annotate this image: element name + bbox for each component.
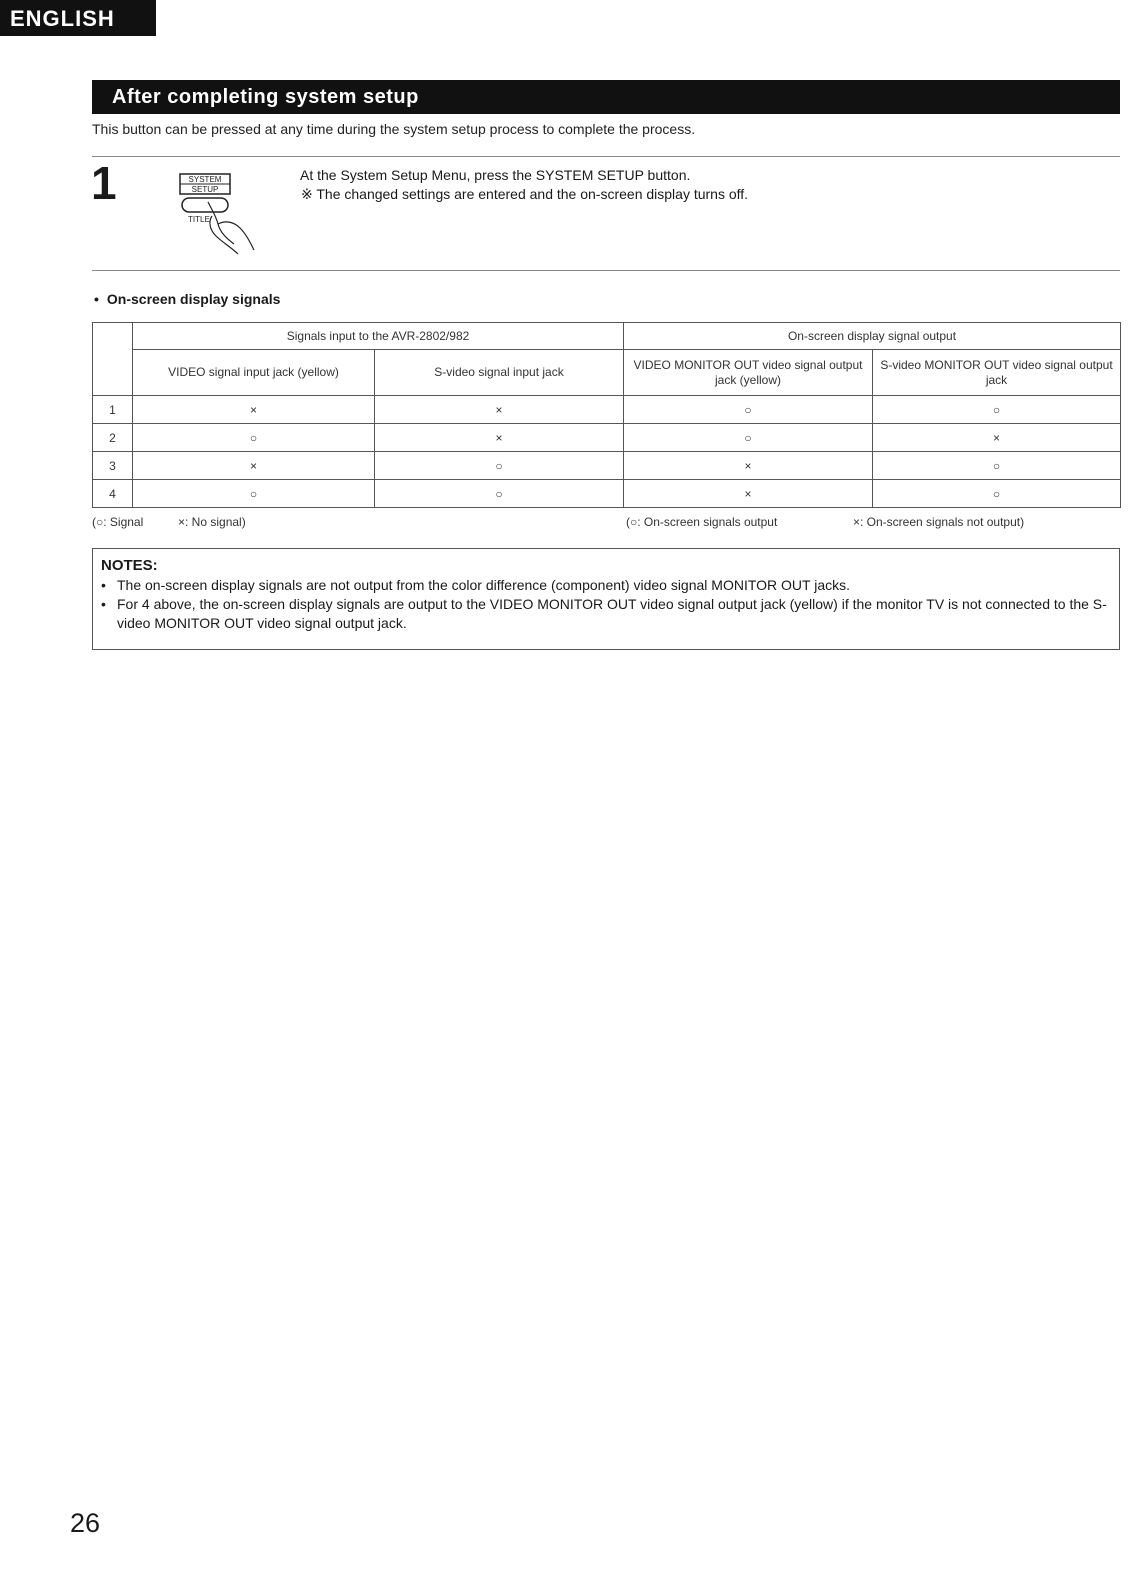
hand-pressing-icon	[208, 202, 254, 254]
step-instruction-text: At the System Setup Menu, press the SYSTEM SETUP button.	[300, 167, 691, 183]
row-number: 4	[93, 480, 133, 508]
row-number: 2	[93, 424, 133, 452]
step-note-text: ※ The changed settings are entered and the on-screen display turns off.	[301, 186, 749, 202]
note-item: • The on-screen display signals are not output from the color difference (component) video signal MONITOR OUT jacks.	[101, 576, 1109, 595]
notes-title: NOTES:	[101, 557, 158, 574]
row-number: 3	[93, 452, 133, 480]
column-header: VIDEO signal input jack (yellow)	[133, 350, 375, 396]
legend-output-shown: (○: On-screen signals output	[626, 515, 778, 529]
table-cell: ○	[133, 424, 375, 452]
table-cell: ○	[873, 396, 1121, 424]
legend-input-nosignal: ×: No signal)	[178, 515, 246, 529]
table-cell: ×	[624, 480, 873, 508]
table-cell: ○	[624, 424, 873, 452]
table-cell: ○	[375, 480, 624, 508]
section-title: After completing system setup	[92, 80, 1120, 114]
legend-input-signal: (○: Signal	[92, 515, 144, 529]
table-cell: ×	[624, 452, 873, 480]
language-tab: ENGLISH	[0, 0, 156, 36]
row-number: 1	[93, 396, 133, 424]
table-row	[93, 480, 1121, 508]
table-cell: ○	[375, 452, 624, 480]
button-label-system: SYSTEM	[188, 175, 222, 184]
column-header: S-video MONITOR OUT video signal output jack	[873, 350, 1121, 396]
table-row	[93, 452, 1121, 480]
system-setup-button-illustration	[174, 166, 274, 258]
divider-bottom	[92, 270, 1120, 271]
table-cell: ×	[375, 424, 624, 452]
button-label-title: TITLE	[188, 215, 210, 224]
system-setup-button-shape	[182, 198, 228, 212]
table-cell: ×	[133, 452, 375, 480]
signals-table	[92, 322, 1121, 508]
table-cell: ○	[873, 480, 1121, 508]
table-cell: ×	[375, 396, 624, 424]
table-heading-text: On-screen display signals	[106, 291, 281, 307]
bullet-icon: •	[94, 291, 99, 307]
step-instructions	[300, 166, 748, 204]
table-heading	[92, 291, 280, 307]
table-cell: ○	[624, 396, 873, 424]
intro-text: This button can be pressed at any time during the system setup process to complete the process.	[92, 121, 696, 137]
table-cell: ×	[873, 424, 1121, 452]
row-number-header	[93, 323, 133, 396]
table-cell: ×	[133, 396, 375, 424]
group-header-input: Signals input to the AVR-2802/982	[133, 323, 624, 350]
note-item: • For 4 above, the on-screen display signals are output to the VIDEO MONITOR OUT video signal output jack (yellow) if the monitor TV is not connected to the S-video MONITOR OUT video signal output jack.	[101, 595, 1109, 633]
table-row	[93, 396, 1121, 424]
notes-box	[92, 548, 1120, 650]
table-row	[93, 424, 1121, 452]
step-number: 1	[91, 157, 117, 209]
notes-list	[101, 576, 1109, 633]
group-header-output: On-screen display signal output	[624, 323, 1121, 350]
column-header: VIDEO MONITOR OUT video signal output jack (yellow)	[624, 350, 873, 396]
button-label-setup: SETUP	[191, 185, 219, 194]
legend-output-notshown: ×: On-screen signals not output)	[853, 515, 1025, 529]
column-header: S-video signal input jack	[375, 350, 624, 396]
table-cell: ○	[873, 452, 1121, 480]
page-number: 26	[70, 1508, 101, 1538]
table-cell: ○	[133, 480, 375, 508]
divider-top	[92, 156, 1120, 157]
